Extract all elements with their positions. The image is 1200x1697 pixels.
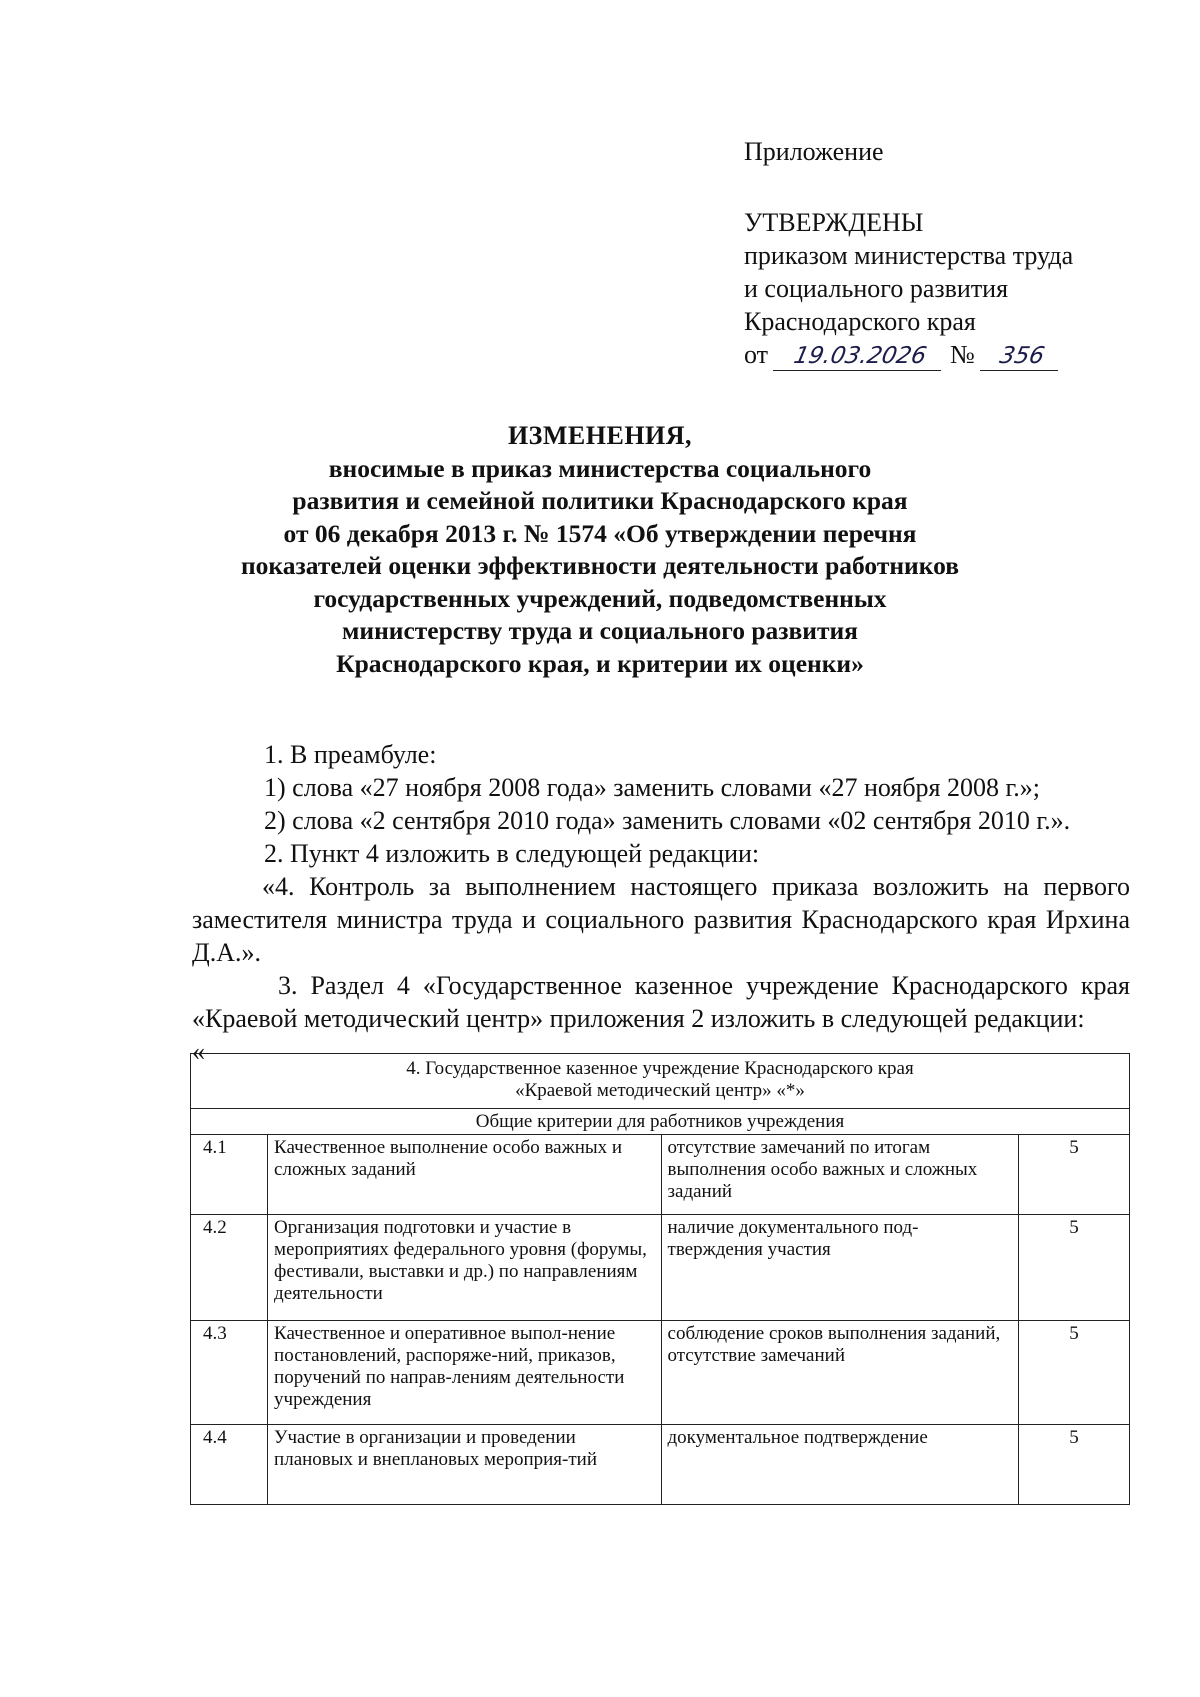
handwritten-number: 356 [980, 342, 1064, 371]
row-criterion: документальное подтверждение [661, 1425, 1019, 1505]
row-indicator: Участие в организации и проведении плановых и внеплановых мероприя-тий [268, 1425, 661, 1505]
item-2-text-content: «4. Контроль за выполнением настоящего приказа возложить на первого заместителя министра труда и социального развития Краснодарского края Ирхина Д.А.». [192, 872, 1130, 967]
title-line: Краснодарского края, и критерии их оценки» [336, 648, 864, 678]
approved-label: УТВЕРЖДЕНЫ [744, 208, 924, 237]
row-indicator: Качественное выполнение особо важных и сложных заданий [268, 1135, 661, 1215]
row-criterion: соблюдение сроков выполнения заданий, отсутствие замечаний [661, 1321, 1019, 1425]
item-1-sub-1: 1) слова «27 ноября 2008 года» заменить словами «27 ноября 2008 г.»; [264, 773, 1040, 802]
approval-block [744, 135, 1073, 371]
handwritten-date: 19.03.2026 [773, 342, 947, 371]
number-prefix: № [950, 340, 975, 369]
item-3 [192, 969, 1130, 1035]
order-line: приказом министерства труда [744, 241, 1074, 270]
order-date-line [744, 338, 1073, 371]
table-heading-line: 4. Государственное казенное учреждение Краснодарского края [406, 1058, 914, 1079]
quote-open: « [192, 1037, 205, 1066]
item-3-content: 3. Раздел 4 «Государственное казенное учреждение Краснодарского края «Краевой методический центр» приложения 2 изложить в следующей редакции: [192, 971, 1130, 1033]
table-heading-row [191, 1054, 1130, 1109]
row-number: 4.3 [191, 1321, 268, 1425]
date-prefix: от [744, 340, 769, 369]
table-heading-cell [191, 1054, 1130, 1109]
table-row [191, 1425, 1130, 1505]
table-subheading-cell: Общие критерии для работников учреждения [191, 1109, 1130, 1135]
title-heading: ИЗМЕНЕНИЯ, [507, 421, 693, 450]
table-subheading-row [191, 1109, 1130, 1135]
row-indicator: Качественное и оперативное выпол-нение постановлений, распоряже-ний, приказов, поручений по направ-лениям деятельности учреждения [268, 1321, 661, 1425]
title-line: развития и семейной политики Краснодарского края [292, 486, 908, 515]
title-line: министерству труда и социального развития [342, 616, 858, 645]
criteria-table [190, 1053, 1130, 1505]
table-row [191, 1135, 1130, 1215]
item-2-text [192, 870, 1130, 969]
title-line: показателей оценки эффективности деятельности работников [240, 551, 959, 580]
item-1: 1. В преамбуле: [264, 740, 437, 769]
row-score: 5 [1019, 1425, 1130, 1505]
document-title [170, 420, 1030, 680]
table-row [191, 1215, 1130, 1321]
table-heading-line: «Краевой методический центр» «*» [515, 1080, 805, 1101]
document-body [192, 738, 1130, 1068]
title-line: вносимые в приказ министерства социального [328, 453, 872, 483]
row-score: 5 [1019, 1135, 1130, 1215]
appendix-label: Приложение [744, 137, 884, 166]
row-score: 5 [1019, 1321, 1130, 1425]
table-row [191, 1321, 1130, 1425]
row-criterion: наличие документального под-тверждения участия [661, 1215, 1019, 1321]
row-number: 4.4 [191, 1425, 268, 1505]
row-number: 4.1 [191, 1135, 268, 1215]
title-line: государственных учреждений, подведомственных [313, 583, 887, 613]
row-score: 5 [1019, 1215, 1130, 1321]
row-criterion: отсутствие замечаний по итогам выполнения особо важных и сложных заданий [661, 1135, 1019, 1215]
item-2: 2. Пункт 4 изложить в следующей редакции: [264, 839, 760, 868]
item-1-sub-2: 2) слова «2 сентября 2010 года» заменить словами «02 сентября 2010 г.». [264, 806, 1071, 835]
order-line: и социального развития [744, 274, 1009, 303]
row-number: 4.2 [191, 1215, 268, 1321]
row-indicator: Организация подготовки и участие в мероприятиях федерального уровня (форумы, фестивали, выставки и др.) по направлениям деятельности [268, 1215, 661, 1321]
title-line: от 06 декабря 2013 г. № 1574 «Об утверждении перечня [283, 518, 917, 548]
order-line: Краснодарского края [744, 307, 976, 336]
